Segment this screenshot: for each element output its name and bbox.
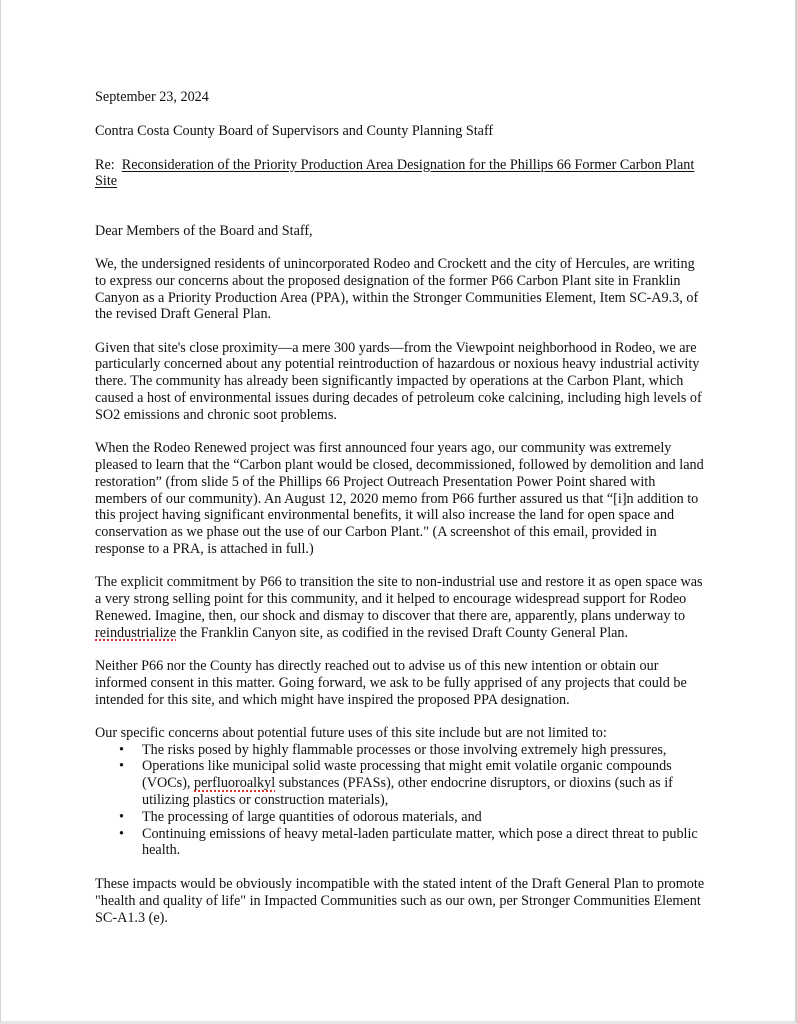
list-item-text: The processing of large quantities of odorous materials, and [142,808,482,825]
spellcheck-flagged-word[interactable]: perfluoroalkyl [194,775,276,792]
bullet-icon: • [119,808,124,825]
list-item-text-2: substances (PFASs), other endocrine disruptors, or dioxins (such as if utilizing plastics or construction materials), [142,775,673,808]
list-item [95,758,707,808]
subject-text: Reconsideration of the Priority Production Area Designation for the Phillips 66 Former Carbon Plant Site [95,156,695,190]
list-item-text: Continuing emissions of heavy metal-laden particulate matter, which pose a direct threat to public health. [142,825,698,859]
list-item [95,826,707,860]
paragraph-intro: We, the undersigned residents of unincorporated Rodeo and Crockett and the city of Hercules, are writing to express our concerns about the proposed designation of the former P66 Carbon Plant site in Franklin Canyon as a Priority Production Area (PPA), within the Stronger Communities Element, Item SC-A9.3, of the revised Draft General Plan. [95,255,699,323]
paragraph-proximity: Given that site's close proximity—a mere 300 yards—from the Viewpoint neighborhood in Rodeo, we are particularly concerned about any potential reintroduction of hazardous or noxious heavy industrial activity there. The community has already been significantly impacted by operations at the Carbon Plant, which caused a host of environmental issues during decades of petroleum coke calcining, including high levels of SO2 emissions and chronic soot problems. [95,339,702,423]
paragraph-rodeo-renewed: When the Rodeo Renewed project was first announced four years ago, our community was extremely pleased to learn that the “Carbon plant would be closed, decommissioned, followed by demolition and land restoration” (from slide 5 of the Phillips 66 Project Outreach Presentation Power Point shared with members of our community). An August 12, 2020 memo from P66 further assured us that “[i]n addition to this project having significant environmental benefits, it will also increase the land for open space and conservation as we phase out the use of our Carbon Plant." (A screenshot of this email, provided in response to a PRA, is attached in full.) [95,440,704,557]
bullet-icon: • [119,825,124,842]
subject-line [95,157,707,191]
concerns-list [95,742,707,860]
bullet-icon: • [119,758,124,775]
spellcheck-flagged-word[interactable]: reindustrialize [95,624,177,641]
list-item [95,809,707,826]
letter-body [95,89,707,943]
bullet-icon: • [119,741,124,758]
letter-date: September 23, 2024 [95,89,209,105]
paragraph-conclusion: These impacts would be obviously incompatible with the stated intent of the Draft General Plan to promote "health and quality of life" in Impacted Communities such as our own, per Stronger Communities Element SC-A1.3 (e). [95,876,705,926]
paragraph-commitment-text-2: the Franklin Canyon site, as codified in the revised Draft County General Plan. [176,624,629,641]
concerns-intro: Our specific concerns about potential future uses of this site include but are not limited to: [95,724,607,741]
list-item-text: The risks posed by highly flammable processes or those involving extremely high pressures, [142,741,667,758]
paragraph-commitment [95,574,707,641]
letter-recipient: Contra Costa County Board of Supervisors and County Planning Staff [95,122,494,139]
salutation: Dear Members of the Board and Staff, [95,223,313,240]
list-item [95,742,707,759]
paragraph-commitment-text-1: The explicit commitment by P66 to transition the site to non-industrial use and restore it as open space was a very strong selling point for this community, and it helped to encourage widespread support for Rodeo Renewed. Imagine, then, our shock and dismay to discover that there are, apparently, plans underway to [95,574,703,624]
paragraph-outreach: Neither P66 nor the County has directly reached out to advise us of this new intention or obtain our informed consent in this matter. Going forward, we ask to be fully apprised of any projects that could be intended for this site, and which might have inspired the proposed PPA designation. [95,657,687,708]
re-label: Re: [95,156,115,173]
list-item-text-1: Operations like municipal solid waste processing that might emit volatile organic compounds (VOCs), [142,758,672,792]
